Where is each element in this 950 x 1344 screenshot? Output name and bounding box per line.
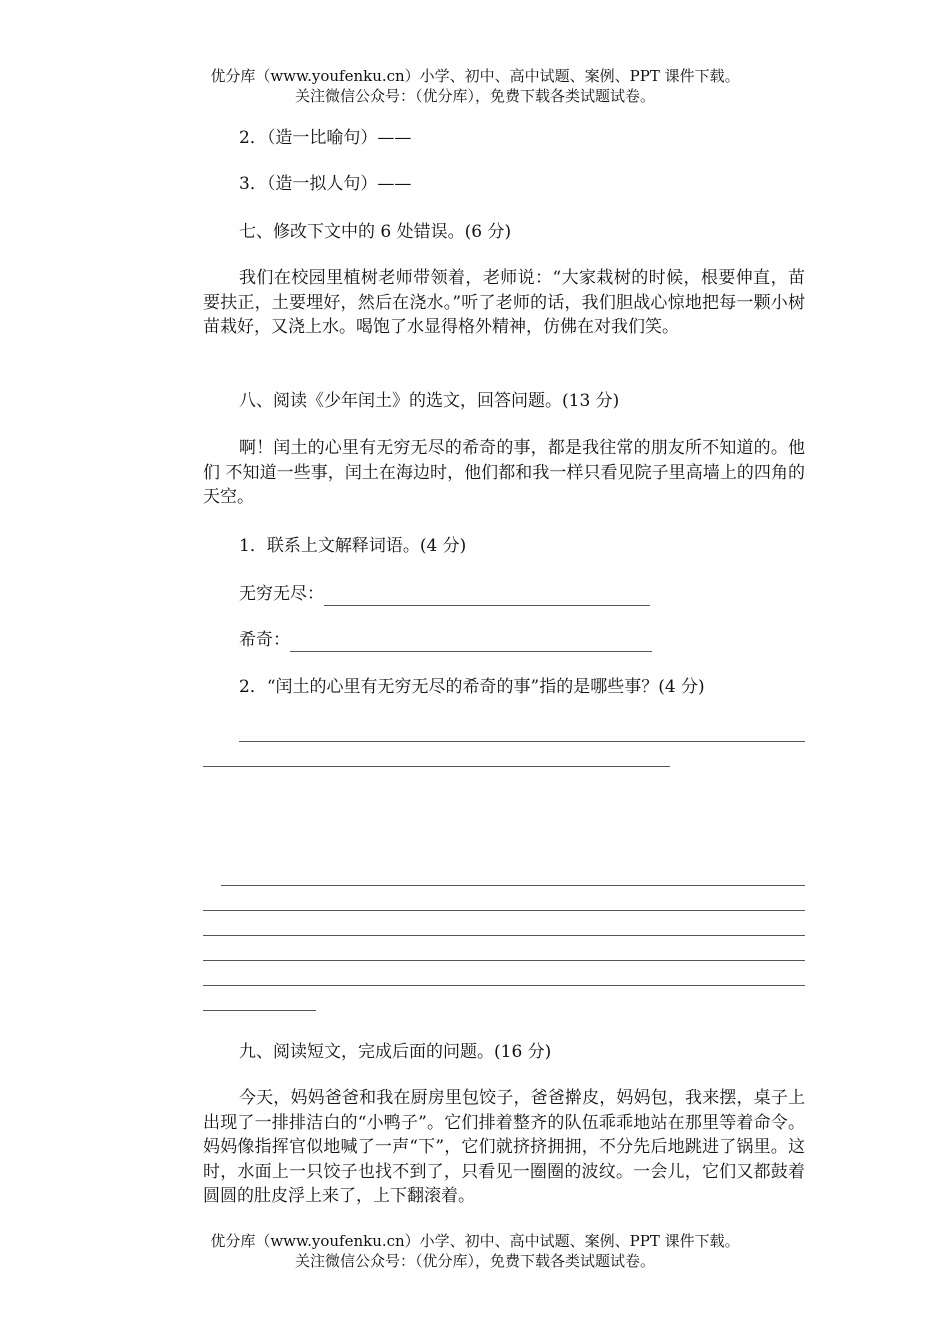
- item-personification-sentence: 3．（造一拟人句）——: [239, 174, 412, 194]
- answer-line[interactable]: [203, 766, 670, 767]
- answer-line[interactable]: [203, 1010, 316, 1011]
- section-9-passage: 今天，妈妈爸爸和我在厨房里包饺子，爸爸擀皮，妈妈包，我来摆，桌子上出现了一排排洁白的“小鸭子”。它们排着整齐的队伍乖乖地站在那里等着命令。妈妈像指挥官似地喊了一声“下”，它们就挤挤拥拥，不分先后地跳进了锅里。这时，水面上一只饺子也找不到了，只看见一圈圈的波纹。一会儿，它们又都鼓着圆圆的肚皮浮上来了，上下翻滚着。: [203, 1088, 805, 1206]
- footer-line-2: 关注微信公众号：（优分库），免费下载各类试题试卷。: [294, 1252, 655, 1270]
- answer-line[interactable]: [203, 935, 805, 936]
- word-label-wuqiongwujin: 无穷无尽：: [239, 584, 324, 604]
- answer-row-xiqi: [239, 628, 652, 652]
- header-line-2: 关注微信公众号：（优分库），免费下载各类试题试卷。: [294, 87, 655, 105]
- item-simile-sentence: 2．（造一比喻句）——: [239, 128, 412, 148]
- answer-line[interactable]: [203, 985, 805, 986]
- section-7-title: 七、修改下文中的 6 处错误。(6 分): [239, 222, 512, 242]
- header-line-1: 优分库（www.youfenku.cn）小学、初中、高中试题、案例、PPT 课件下载。: [210, 67, 740, 85]
- section-8-title: 八、阅读《少年闰土》的选文，回答问题。(13 分): [239, 391, 620, 411]
- answer-line[interactable]: [203, 910, 805, 911]
- section-8-passage: 啊！闰土的心里有无穷无尽的希奇的事，都是我往常的朋友所不知道的。他们 不知道一些事，闰土在海边时，他们都和我一样只看见院子里高墙上的四角的天空。: [203, 438, 805, 507]
- answer-line[interactable]: [239, 741, 805, 742]
- section-8-question-1: 1．联系上文解释词语。(4 分): [239, 536, 467, 556]
- page-footer: [0, 1231, 950, 1271]
- word-label-xiqi: 希奇：: [239, 630, 290, 650]
- answer-row-wuqiongwujin: [239, 582, 650, 606]
- section-7-passage: 我们在校园里植树老师带领着，老师说：“大家栽树的时候，根要伸直，苗要扶正，土要埋好，然后在浇水。”听了老师的话，我们胆战心惊地把每一颗小树苗栽好，又浇上水。喝饱了水显得格外精神，仿佛在对我们笑。: [203, 268, 805, 337]
- section-8-question-2: 2．“闰土的心里有无穷无尽的希奇的事”指的是哪些事？(4 分): [239, 677, 705, 697]
- answer-blank-wuqiongwujin[interactable]: [324, 589, 650, 606]
- section-9-title: 九、阅读短文，完成后面的问题。(16 分): [239, 1042, 552, 1062]
- answer-line[interactable]: [203, 960, 805, 961]
- page-header: [0, 66, 950, 106]
- footer-line-1: 优分库（www.youfenku.cn）小学、初中、高中试题、案例、PPT 课件下载。: [210, 1232, 740, 1250]
- answer-line[interactable]: [221, 885, 805, 886]
- answer-blank-xiqi[interactable]: [290, 635, 652, 652]
